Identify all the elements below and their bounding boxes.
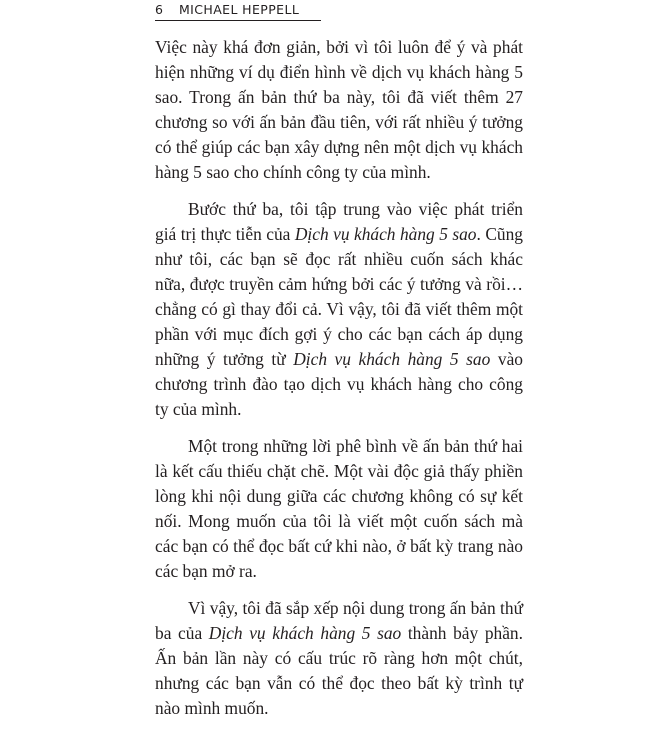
running-header <box>155 0 321 21</box>
paragraph-4 <box>155 596 523 721</box>
page-number: 6 <box>155 2 164 17</box>
author-name: MICHAEL HEPPELL <box>179 2 300 17</box>
body-text <box>155 35 523 733</box>
paragraph-4-text-a: Vì vậy, tôi đã sắp xếp nội dung trong ấn bản thứ ba của <box>155 598 523 643</box>
book-title: Dịch vụ khách hàng 5 sao <box>293 349 491 369</box>
paragraph-2 <box>155 197 523 422</box>
paragraph-1: Việc này khá đơn giản, bởi vì tôi luôn để ý và phát hiện những ví dụ điển hình về dịch vụ khách hàng 5 sao. Trong ấn bản thứ ba này, tôi đã viết thêm 27 chương so với ấn bản đầu tiên, với rất nhiều ý tưởng có thể giúp các bạn xây dựng nên một dịch vụ khách hàng 5 sao cho chính công ty của mình. <box>155 37 523 182</box>
paragraph-2-text-a: Bước thứ ba, tôi tập trung vào việc phát triển giá trị thực tiễn của <box>155 199 523 244</box>
paragraph-2-text-b: . Cũng như tôi, các bạn sẽ đọc rất nhiều cuốn sách khác nữa, được truyền cảm hứng bởi các ý tưởng và rồi… chẳng có gì thay đổi cả. Vì vậy, tôi đã viết thêm một phần với mục đích gợi ý cho các bạn cách áp dụng những ý tưởng từ <box>155 224 524 369</box>
book-title: Dịch vụ khách hàng 5 sao <box>294 224 477 244</box>
paragraph-2-text-c: vào chương trình đào tạo dịch vụ khách hàng cho công ty của mình. <box>155 349 523 419</box>
paragraph-4-text-b: thành bảy phần. Ấn bản lần này có cấu trúc rõ ràng hơn một chút, nhưng các bạn vẫn có thể đọc theo bất kỳ trình tự nào mình muốn. <box>155 623 523 718</box>
paragraph-3: Một trong những lời phê bình về ấn bản thứ hai là kết cấu thiếu chặt chẽ. Một vài độc giả thấy phiền lòng khi nội dung giữa các chương không có sự kết nối. Mong muốn của tôi là viết một cuốn sách mà các bạn có thể đọc bất cứ khi nào, ở bất kỳ trang nào các bạn mở ra. <box>155 436 523 581</box>
book-title: Dịch vụ khách hàng 5 sao <box>208 623 402 643</box>
